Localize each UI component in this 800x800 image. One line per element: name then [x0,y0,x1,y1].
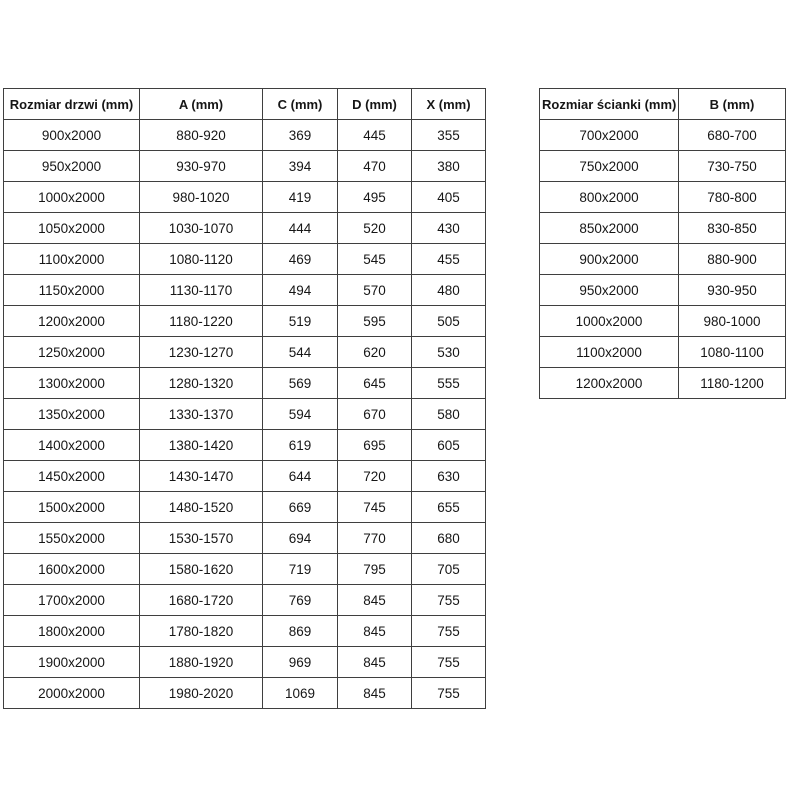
table-cell: 1080-1100 [679,337,786,368]
table-cell: 755 [412,647,486,678]
table-cell: 880-920 [140,120,263,151]
table-cell: 369 [263,120,338,151]
table-cell: 880-900 [679,244,786,275]
table-cell: 545 [338,244,412,275]
table-cell: 544 [263,337,338,368]
table-cell: 469 [263,244,338,275]
table-cell: 1330-1370 [140,399,263,430]
table-cell: 405 [412,182,486,213]
table-row [540,275,786,306]
table-cell: 1300x2000 [4,368,140,399]
table-row [4,151,486,182]
table-cell: 720 [338,461,412,492]
table-cell: 1880-1920 [140,647,263,678]
table-cell: 1030-1070 [140,213,263,244]
table-row [4,461,486,492]
table-cell: 430 [412,213,486,244]
table-cell: 1000x2000 [4,182,140,213]
table-cell: 580 [412,399,486,430]
table-row [540,120,786,151]
table-row [4,647,486,678]
table-cell: 1100x2000 [540,337,679,368]
table-cell: 355 [412,120,486,151]
table-cell: 1000x2000 [540,306,679,337]
table-cell: 780-800 [679,182,786,213]
table-cell: 555 [412,368,486,399]
table-row [4,616,486,647]
table-cell: 845 [338,585,412,616]
table-cell: 495 [338,182,412,213]
table-cell: 1550x2000 [4,523,140,554]
table-cell: 419 [263,182,338,213]
table-cell: 980-1000 [679,306,786,337]
table-cell: 1180-1220 [140,306,263,337]
column-header: X (mm) [412,89,486,120]
table-row [4,399,486,430]
table-cell: 1100x2000 [4,244,140,275]
table-cell: 480 [412,275,486,306]
column-header: C (mm) [263,89,338,120]
table-cell: 1500x2000 [4,492,140,523]
table-row [4,244,486,275]
table-row [4,182,486,213]
table-cell: 769 [263,585,338,616]
table-row [540,337,786,368]
column-header: D (mm) [338,89,412,120]
door-sizes-table [3,88,486,709]
table-cell: 1280-1320 [140,368,263,399]
table-cell: 1250x2000 [4,337,140,368]
table-cell: 719 [263,554,338,585]
table-cell: 1680-1720 [140,585,263,616]
table-row [4,275,486,306]
table-cell: 745 [338,492,412,523]
table-cell: 644 [263,461,338,492]
table-cell: 795 [338,554,412,585]
table-cell: 569 [263,368,338,399]
table-cell: 1600x2000 [4,554,140,585]
table-cell: 1130-1170 [140,275,263,306]
table-row [4,523,486,554]
table-cell: 1900x2000 [4,647,140,678]
table-cell: 394 [263,151,338,182]
table-row [540,213,786,244]
table-cell: 670 [338,399,412,430]
table-cell: 494 [263,275,338,306]
column-header: Rozmiar ścianki (mm) [540,89,679,120]
table-row [4,678,486,709]
table-cell: 850x2000 [540,213,679,244]
table-cell: 694 [263,523,338,554]
table-cell: 1069 [263,678,338,709]
table-row [4,306,486,337]
table-cell: 900x2000 [540,244,679,275]
table-cell: 1350x2000 [4,399,140,430]
column-header: B (mm) [679,89,786,120]
table-row [4,368,486,399]
table-cell: 680 [412,523,486,554]
table-cell: 1530-1570 [140,523,263,554]
table-cell: 570 [338,275,412,306]
table-cell: 445 [338,120,412,151]
table-cell: 669 [263,492,338,523]
table-cell: 695 [338,430,412,461]
table-cell: 755 [412,616,486,647]
table-cell: 705 [412,554,486,585]
table-cell: 770 [338,523,412,554]
table-row [4,120,486,151]
table-cell: 1200x2000 [540,368,679,399]
table-cell: 530 [412,337,486,368]
column-header: Rozmiar drzwi (mm) [4,89,140,120]
table-cell: 1150x2000 [4,275,140,306]
table-row [540,182,786,213]
table-cell: 1980-2020 [140,678,263,709]
table-cell: 605 [412,430,486,461]
table-cell: 1200x2000 [4,306,140,337]
table-cell: 869 [263,616,338,647]
table-row [540,306,786,337]
table-cell: 700x2000 [540,120,679,151]
table-cell: 980-1020 [140,182,263,213]
table-cell: 950x2000 [540,275,679,306]
table-cell: 1080-1120 [140,244,263,275]
table-cell: 930-950 [679,275,786,306]
table-cell: 755 [412,678,486,709]
table-cell: 1380-1420 [140,430,263,461]
table-cell: 645 [338,368,412,399]
table-cell: 2000x2000 [4,678,140,709]
table-cell: 1230-1270 [140,337,263,368]
table-cell: 845 [338,616,412,647]
table-cell: 1800x2000 [4,616,140,647]
table-cell: 505 [412,306,486,337]
table-cell: 845 [338,678,412,709]
table-cell: 1480-1520 [140,492,263,523]
table-cell: 1580-1620 [140,554,263,585]
table-cell: 1780-1820 [140,616,263,647]
table-row [540,151,786,182]
table-cell: 730-750 [679,151,786,182]
table-cell: 619 [263,430,338,461]
table-row [4,492,486,523]
table-cell: 750x2000 [540,151,679,182]
table-cell: 595 [338,306,412,337]
table-cell: 680-700 [679,120,786,151]
table-cell: 900x2000 [4,120,140,151]
table-cell: 455 [412,244,486,275]
table-cell: 1400x2000 [4,430,140,461]
table-cell: 845 [338,647,412,678]
table-cell: 830-850 [679,213,786,244]
table-cell: 1050x2000 [4,213,140,244]
table-cell: 655 [412,492,486,523]
table-cell: 444 [263,213,338,244]
table-cell: 470 [338,151,412,182]
table-row [4,554,486,585]
table-cell: 519 [263,306,338,337]
wall-sizes-table [539,88,786,399]
door-table-header-row [4,89,486,120]
table-cell: 800x2000 [540,182,679,213]
table-cell: 1180-1200 [679,368,786,399]
table-cell: 755 [412,585,486,616]
table-row [540,368,786,399]
table-cell: 630 [412,461,486,492]
table-row [4,337,486,368]
table-cell: 950x2000 [4,151,140,182]
column-header: A (mm) [140,89,263,120]
table-row [4,585,486,616]
table-cell: 969 [263,647,338,678]
table-cell: 380 [412,151,486,182]
table-cell: 930-970 [140,151,263,182]
table-cell: 1430-1470 [140,461,263,492]
table-row [4,213,486,244]
table-cell: 594 [263,399,338,430]
table-row [540,244,786,275]
table-cell: 1450x2000 [4,461,140,492]
wall-table-header-row [540,89,786,120]
table-cell: 1700x2000 [4,585,140,616]
table-row [4,430,486,461]
table-cell: 620 [338,337,412,368]
table-cell: 520 [338,213,412,244]
